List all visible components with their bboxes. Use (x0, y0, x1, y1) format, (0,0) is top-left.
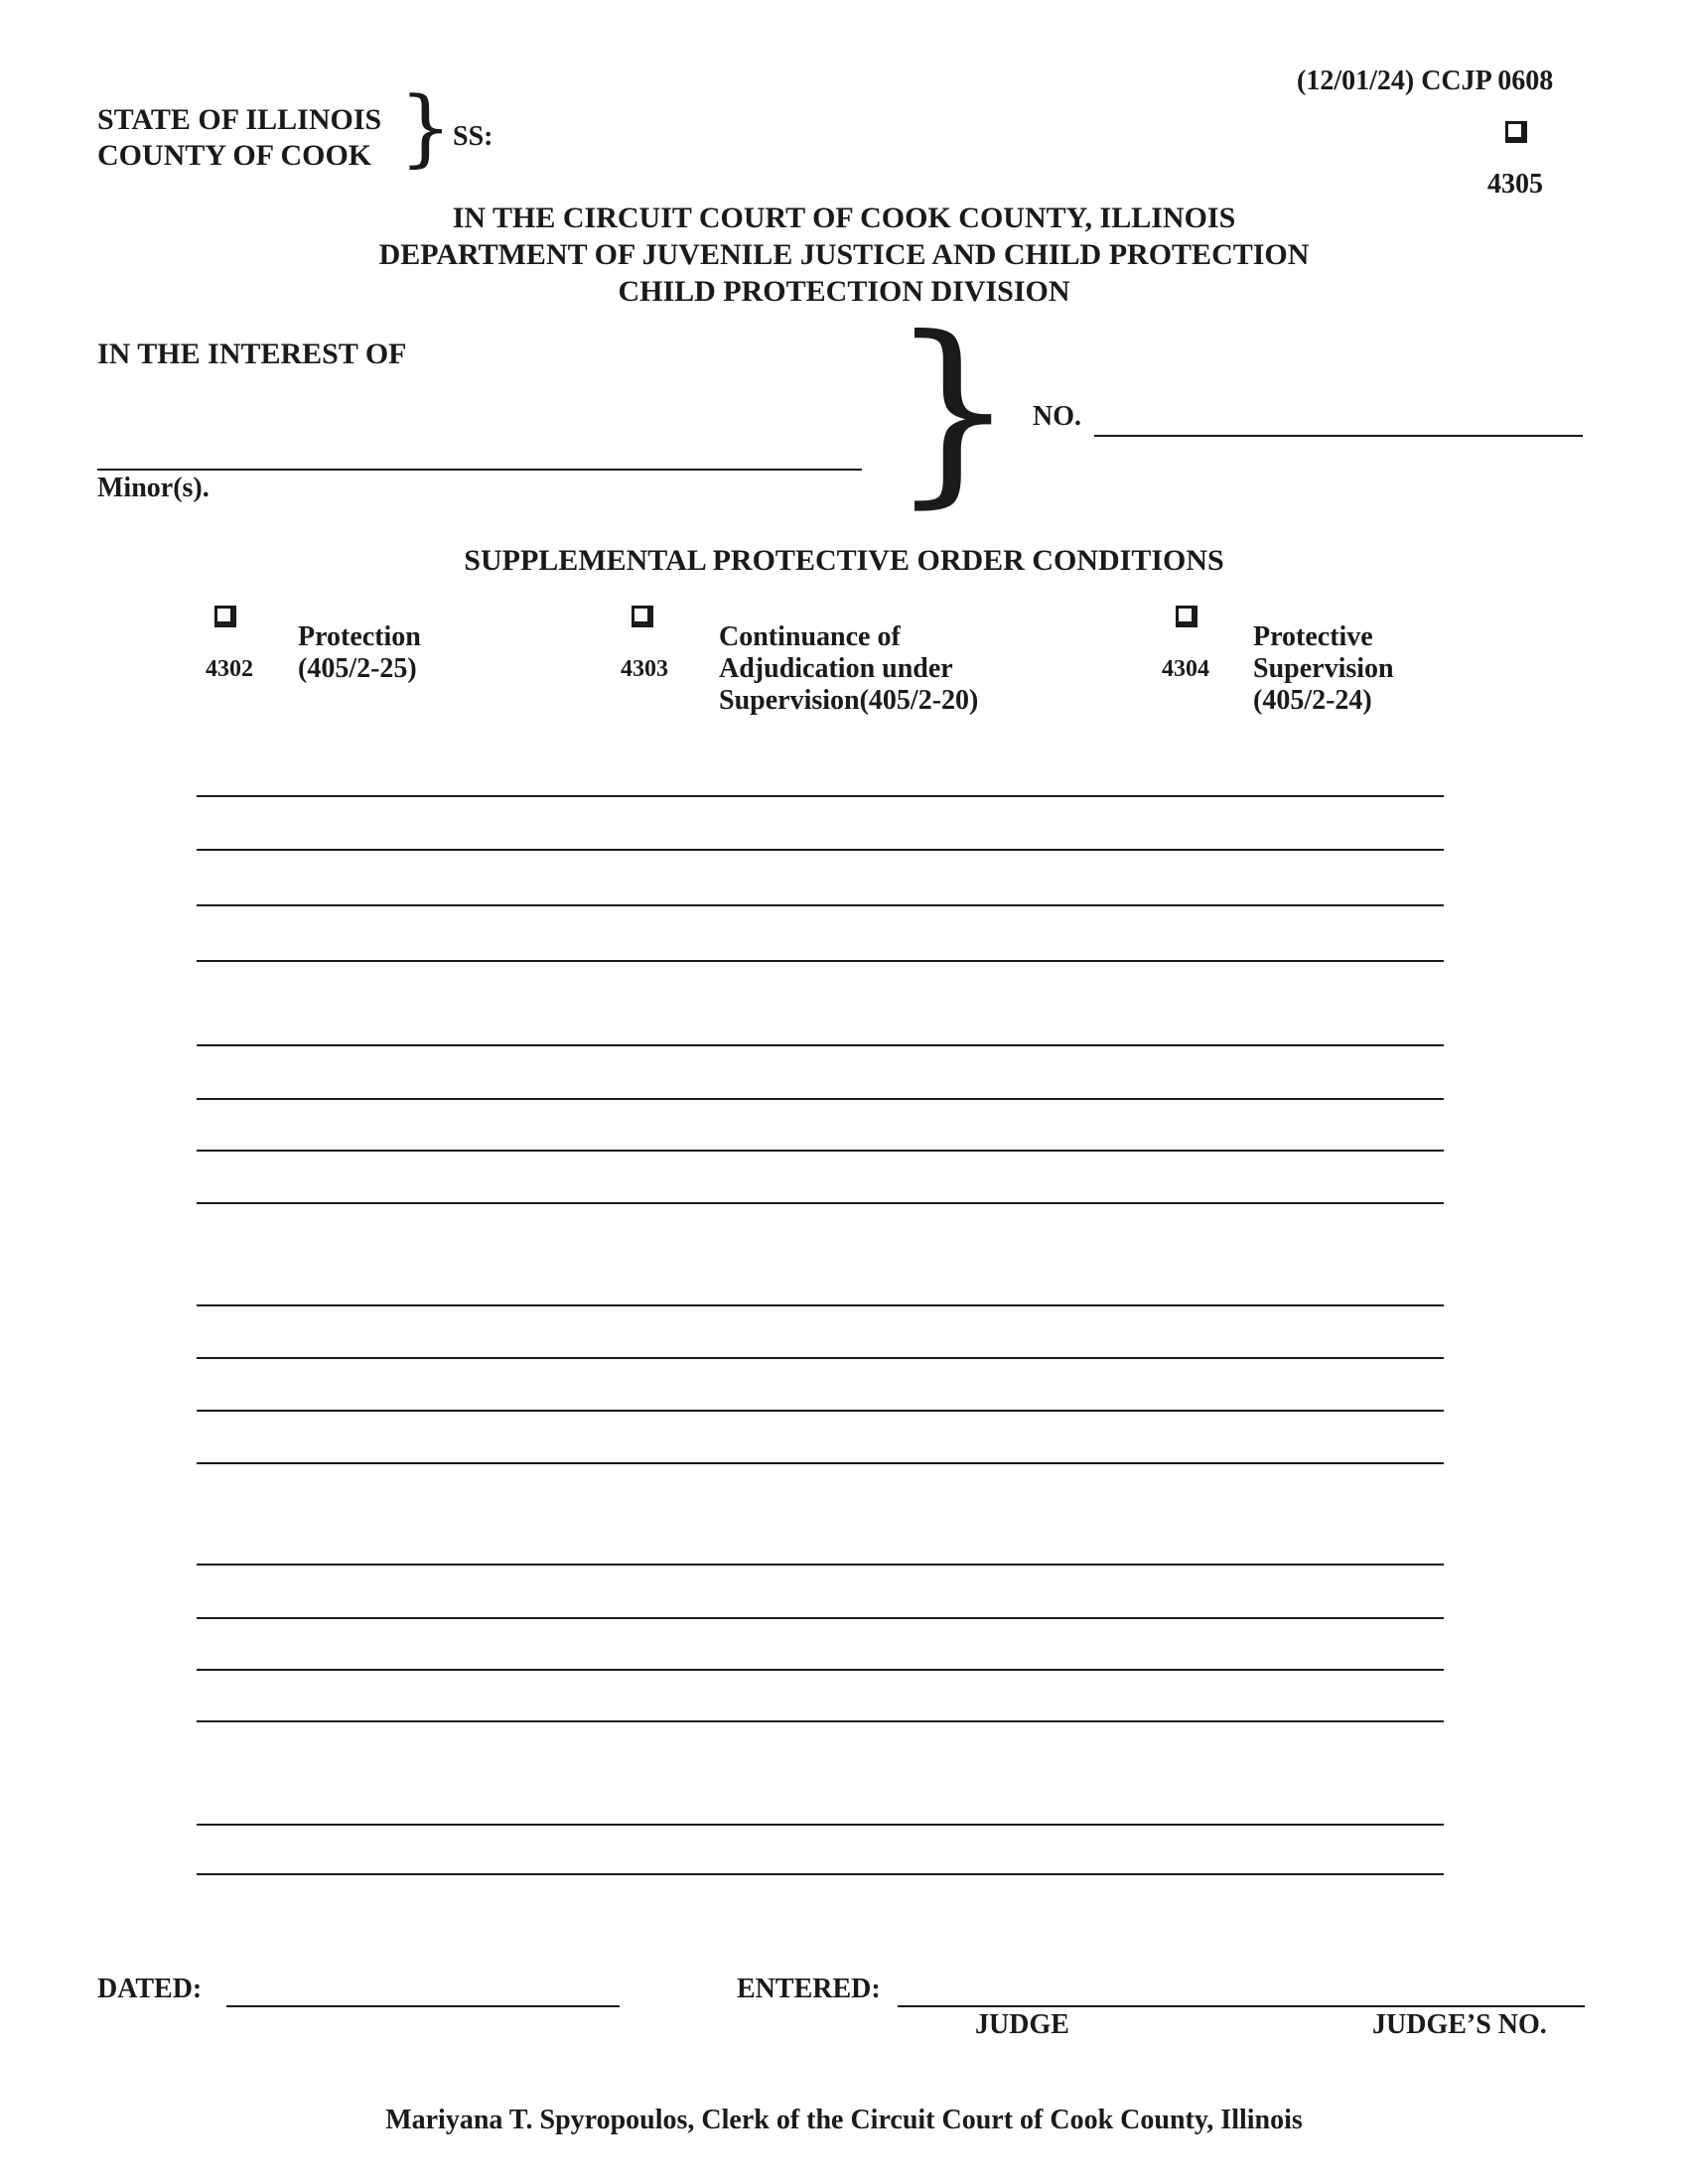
venue-county: COUNTY OF COOK (97, 139, 372, 172)
minor-name-line[interactable] (97, 469, 862, 471)
condition-line[interactable] (197, 795, 1444, 797)
checkbox-4304[interactable] (1176, 606, 1197, 627)
checkbox-4303[interactable] (632, 606, 653, 627)
venue-state: STATE OF ILLINOIS (97, 103, 382, 136)
code-4305: 4305 (1487, 169, 1543, 200)
option-4304-line2: Supervision (1253, 653, 1394, 684)
condition-line[interactable] (197, 1617, 1444, 1619)
condition-line[interactable] (197, 1150, 1444, 1152)
court-line-1: IN THE CIRCUIT COURT OF COOK COUNTY, ILLINOIS (452, 202, 1236, 234)
clerk-footer: Mariyana T. Spyropoulos, Clerk of the Circuit Court of Cook County, Illinois (385, 2105, 1303, 2135)
case-no-label: NO. (1033, 401, 1081, 432)
code-4303: 4303 (621, 656, 668, 682)
option-4304-line1: Protective (1253, 621, 1373, 652)
condition-line[interactable] (197, 1462, 1444, 1464)
code-4304: 4304 (1162, 656, 1209, 682)
option-4302-line2: (405/2-25) (298, 653, 417, 684)
venue-ss: SS: (453, 121, 493, 152)
judge-label: JUDGE (975, 2009, 1069, 2040)
checkbox-4302[interactable] (214, 606, 236, 627)
condition-line[interactable] (197, 1044, 1444, 1046)
entered-line[interactable] (898, 2005, 1585, 2007)
form-title: SUPPLEMENTAL PROTECTIVE ORDER CONDITIONS (464, 544, 1224, 577)
checkbox-4305[interactable] (1505, 121, 1527, 143)
judge-no-label: JUDGE’S NO. (1372, 2009, 1547, 2040)
option-4303-line1: Continuance of (719, 621, 901, 652)
entered-label: ENTERED: (737, 1974, 881, 2004)
condition-line[interactable] (197, 1720, 1444, 1722)
caption-brace: } (890, 295, 1017, 526)
option-4304-line3: (405/2-24) (1253, 685, 1372, 716)
option-4302-line1: Protection (298, 621, 421, 652)
condition-line[interactable] (197, 960, 1444, 962)
condition-line[interactable] (197, 1824, 1444, 1826)
condition-line[interactable] (197, 1098, 1444, 1100)
condition-line[interactable] (197, 1304, 1444, 1306)
condition-line[interactable] (197, 1669, 1444, 1671)
court-line-2: DEPARTMENT OF JUVENILE JUSTICE AND CHILD PROTECTION (378, 238, 1310, 271)
dated-label: DATED: (97, 1974, 203, 2004)
condition-line[interactable] (197, 849, 1444, 851)
option-4303-line2: Adjudication under (719, 653, 953, 684)
minors-label: Minor(s). (97, 473, 210, 503)
dated-line[interactable] (226, 2005, 620, 2007)
option-4303-line3: Supervision(405/2-20) (719, 685, 979, 716)
condition-line[interactable] (197, 1873, 1444, 1875)
condition-line[interactable] (197, 1357, 1444, 1359)
condition-line[interactable] (197, 1202, 1444, 1204)
condition-line[interactable] (197, 1564, 1444, 1566)
condition-line[interactable] (197, 1410, 1444, 1412)
in-the-interest-of: IN THE INTEREST OF (97, 338, 407, 370)
court-line-3: CHILD PROTECTION DIVISION (618, 275, 1070, 308)
form-id: (12/01/24) CCJP 0608 (1297, 66, 1554, 96)
venue-brace: } (399, 78, 453, 176)
condition-line[interactable] (197, 904, 1444, 906)
case-no-line[interactable] (1094, 435, 1583, 437)
code-4302: 4302 (206, 656, 253, 682)
